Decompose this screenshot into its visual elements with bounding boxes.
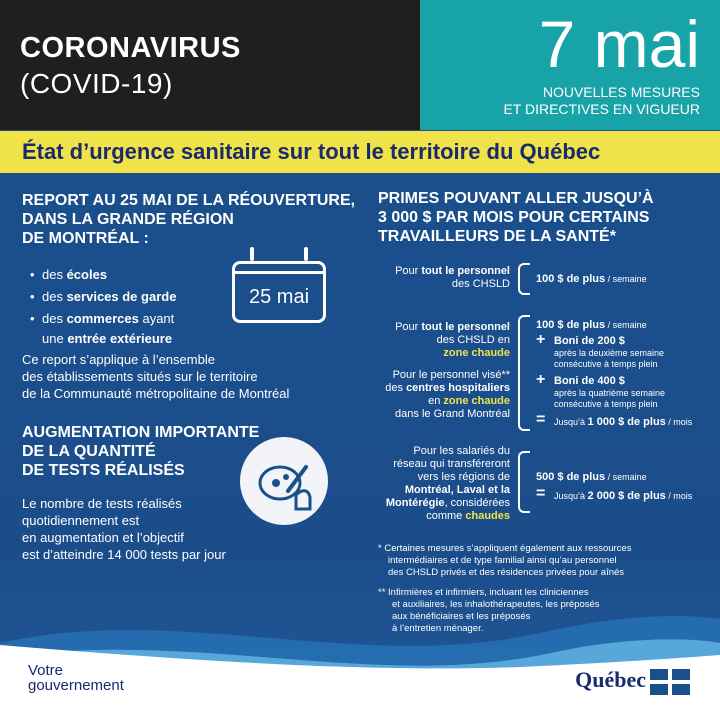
label-text: Pour [395,321,422,333]
calendar-icon [232,255,328,325]
value-small: / semaine [605,274,647,284]
note-line: à l’entretien ménager. [392,623,484,634]
item-text: des [42,311,67,326]
item-text: des [42,289,67,304]
section2-title [22,423,259,480]
votre-gouvernement-logo [28,663,124,693]
fleurdelise-flag-icon [650,669,690,695]
primes-title-line3: TRAVAILLEURS DE LA SANTÉ* [378,228,616,245]
total-strong: 2 000 $ de plus [587,490,666,502]
quebec-wordmark: Québec [575,667,646,692]
lab-test-icon [240,437,328,525]
primes-title [378,189,654,246]
label-text: dans le Grand Montréal [395,408,510,420]
para-line: en augmentation et l’objectif [22,530,184,545]
header-left [0,0,420,130]
bonus1-note [554,348,664,370]
label-zone-chaude: zone chaude [443,347,510,359]
bonus1 [554,335,625,348]
note-line: et auxiliaires, les inhalothérapeutes, les préposés [392,599,600,610]
footnote-2 [378,587,600,635]
plus-icon: + [536,331,546,348]
value-strong: 100 $ de plus [536,319,606,331]
section1-title-line3: DE MONTRÉAL : [22,230,149,247]
value-small: / semaine [605,320,647,330]
equals-icon: = [536,411,546,428]
calendar-ring [250,247,254,261]
date-subtitle [503,84,700,118]
section2-title-line3: DE TESTS RÉALISÉS [22,462,185,479]
section2-title-line1: AUGMENTATION IMPORTANTE [22,424,260,441]
primes-title-line2: 3 000 $ PAR MOIS POUR CERTAINS [378,209,650,226]
label-strong: Montréal, Laval et la [404,484,510,496]
group3-label [360,445,510,523]
para-line: quotidiennement est [22,513,140,528]
label-text: des CHSLD en [436,334,510,346]
calendar-date: 25 mai [248,286,310,308]
plus-icon: + [536,371,546,388]
list-item-continuation [30,329,176,349]
label-zone-chaude: zone chaude [443,395,510,407]
para-line: des établissements situés sur le territoire [22,369,258,384]
item-strong: services de garde [66,289,177,304]
section1-title-line1: REPORT AU 25 MAI DE LA RÉOUVERTURE, [22,192,356,209]
para-line: est d’atteindre 14 000 tests par jour [22,547,226,562]
section2-title-line2: DE LA QUANTITÉ [22,443,156,460]
label-text: comme [426,510,466,522]
group1-value [536,273,647,286]
bonus-strong: Boni de 400 $ [554,375,625,387]
para-line: Ce report s’applique à l’ensemble [22,352,215,367]
list-item [30,287,176,307]
label-text: Pour les salariés du [413,445,510,457]
para-line: de la Communauté métropolitaine de Montréal [22,386,290,401]
main-content [0,173,720,720]
group2-label-b [360,369,510,421]
quebec-logo [575,667,690,695]
group3-value [536,471,647,484]
item-strong: écoles [66,267,108,282]
label-strong: centres hospitaliers [406,382,510,394]
date-headline: 7 mai [538,7,700,81]
label-text: vers les régions de [417,471,510,483]
note-line: consécutive à temps plein [554,399,658,409]
logo-line2: gouvernement [28,677,124,694]
brace [518,263,530,295]
note-line: intermédiaires et de type familial ainsi qu’au personnel [388,555,617,566]
group2-value [536,319,647,332]
list-item [30,309,176,329]
note-line: ** Infirmières et infirmiers, incluant les cliniciennes [378,587,589,598]
bonus-strong: Boni de 200 $ [554,335,625,347]
brace [518,315,530,431]
banner [0,131,720,173]
note-line: aux bénéficiaires et les préposés [392,611,531,622]
section1-paragraph [22,351,289,402]
label-text: Pour [395,265,422,277]
bonus2-note [554,388,665,410]
brace [518,451,530,513]
value-small: / semaine [605,472,647,482]
note-line: après la quatrième semaine [554,388,666,398]
title-coronavirus: CORONAVIRUS [20,32,241,64]
section1-title [22,191,355,248]
group3-total [554,490,692,503]
footnote-1 [378,543,631,579]
total-text: Jusqu’à [554,491,588,501]
label-strong: tout le personnel [421,265,510,277]
label-text: réseau qui transféreront [393,458,510,470]
lab-test-graphic [240,437,328,525]
total-text: Jusqu’à [554,417,588,427]
item-strong: entrée extérieure [67,331,173,346]
calendar-ring [304,247,308,261]
list-item [30,265,176,285]
label-strong: Montérégie [385,497,445,509]
equals-icon: = [536,485,546,502]
total-small: / mois [665,491,693,501]
header-right [420,0,720,130]
label-strong: tout le personnel [421,321,510,333]
note-line: des CHSLD privés et des résidences privées pour aînés [388,567,625,578]
label-text: des CHSLD [451,278,510,290]
item-text: des [42,267,67,282]
subtitle-line1: NOUVELLES MESURES [542,84,700,100]
calendar-body [232,261,326,323]
value-strong: 100 $ de plus [536,273,606,285]
subtitle-line2: ET DIRECTIVES EN VIGUEUR [503,101,700,117]
item-strong: commerces [66,311,139,326]
section2-paragraph [22,495,226,563]
note-line: après la deuxième semaine [554,348,665,358]
label-text: Pour le personnel visé** [392,369,510,381]
label-text: des [385,382,407,394]
item-text: ayant [138,311,175,326]
para-line: Le nombre de tests réalisés [22,496,182,511]
primes-title-line1: PRIMES POUVANT ALLER JUSQU’À [378,190,654,207]
calendar-bar [235,264,323,274]
note-line: consécutive à temps plein [554,359,658,369]
label-text: , considérées [444,497,510,509]
title-covid: (COVID-19) [20,68,173,99]
note-line: * Certaines mesures s’appliquent également aux ressources [378,543,632,554]
group2-total [554,416,692,429]
total-small: / mois [665,417,693,427]
label-text: en [428,395,444,407]
bonus2 [554,375,625,388]
group2-label-a [360,321,510,360]
banner-text: État d’urgence sanitaire sur tout le territoire du Québec [22,139,601,164]
item-text: une [42,331,68,346]
label-chaudes: chaudes [465,510,510,522]
value-strong: 500 $ de plus [536,471,606,483]
closure-list [30,265,176,351]
total-strong: 1 000 $ de plus [587,416,666,428]
section1-title-line2: DANS LA GRANDE RÉGION [22,211,234,228]
logo-line1: Votre [28,662,64,679]
group1-label [360,265,510,291]
